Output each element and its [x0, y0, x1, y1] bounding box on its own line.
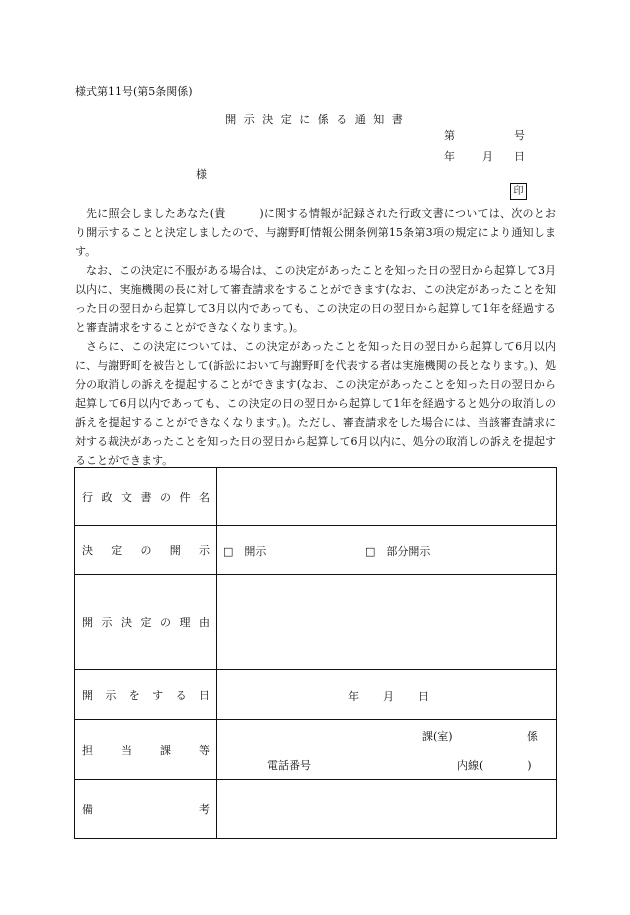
label-reason: [75, 575, 217, 670]
label-char: 示: [199, 544, 210, 557]
label-char: の: [160, 616, 171, 629]
body-paragraph-1: 先に照会しましたあなた(貴 )に関する情報が記録された行政文書については、次のとおり開示することと決定しましたので、与謝野町情報公開条例第15条第3項の規定により通知します。: [75, 207, 556, 258]
label-char: 文: [121, 490, 132, 504]
row-document-name: [75, 468, 557, 526]
field-document-name[interactable]: [217, 468, 557, 526]
label-char: 日: [198, 688, 210, 702]
label-char: の: [160, 490, 171, 504]
label-char: 理: [179, 616, 191, 629]
label-char: 由: [199, 616, 210, 629]
label-char: 決: [82, 544, 93, 557]
issue-date-day: 日: [514, 150, 525, 163]
issue-date-month: 月: [482, 150, 493, 163]
label-char: を: [128, 688, 140, 702]
label-decision: [75, 526, 217, 575]
field-section[interactable]: [217, 720, 557, 780]
label-char: 考: [199, 803, 210, 816]
label-char: 開: [82, 688, 93, 702]
division-label: 課(室): [422, 730, 453, 743]
document-number-prefix: 第: [444, 129, 455, 142]
form-number: 様式第11号(第5条関係): [75, 85, 193, 98]
field-decision: [217, 526, 557, 575]
disclosure-date-day: 日: [418, 690, 429, 703]
label-char: 課: [160, 743, 171, 757]
label-char: 示: [105, 688, 117, 702]
document-title: 開 示 決 定 に 係 る 通 知 書: [225, 113, 405, 126]
row-disclosure-date: [75, 670, 557, 720]
field-reason[interactable]: [217, 575, 557, 670]
label-char: の: [140, 544, 152, 557]
label-char: す: [152, 688, 164, 702]
label-document-name: [75, 468, 217, 526]
label-char: 定: [140, 616, 152, 629]
label-char: 政: [101, 490, 113, 504]
seal-mark: 印: [510, 183, 527, 200]
disclosure-date-month: 月: [383, 690, 394, 703]
notice-form-table: [74, 467, 557, 839]
row-section: [75, 720, 557, 780]
row-reason: [75, 575, 557, 670]
label-disclosure-date: [75, 670, 217, 720]
body-paragraph-3: さらに、この決定については、この決定があったことを知った日の翌日から起算して6月以内に、与謝野町を被告として(訴訟において与謝野町を代表する者は実施機関の長となります。)、処分の取消しの訴えを提起することができます(なお、この決定があったことを知った日の翌日から起算して6月以内であっても、この決定の日の翌日から起算して1年を経過すると処分の取消しの訴えを提起することができなくなります。)。ただし、審査請求をした場合には、当該審査請求に対する裁決があったことを知った日の翌日から起算して6月以内に、処分の取消しの訴えを提起することができます。: [75, 340, 556, 467]
label-char: 等: [199, 743, 210, 757]
label-char: 行: [82, 490, 93, 504]
label-remarks: [75, 780, 217, 839]
label-char: 定: [111, 544, 123, 557]
label-char: 名: [199, 490, 210, 504]
label-char: 備: [82, 803, 93, 816]
body-paragraph-2: なお、この決定に不服がある場合は、この決定があったことを知った日の翌日から起算して3月以内に、実施機関の長に対して審査請求をすることができます(なお、この決定があったことを知った日の翌日から起算して3月以内であっても、この決定の日の翌日から起算して1年を経過すると審査請求をすることができなくなります。)。: [75, 264, 556, 334]
document-number-suffix: 号: [514, 129, 525, 142]
addressee-suffix: 様: [196, 168, 207, 181]
partial-disclosure-checkbox[interactable]: □ 部分開示: [365, 545, 431, 558]
label-char: 担: [82, 743, 93, 757]
issue-date-year: 年: [444, 150, 455, 163]
field-disclosure-date[interactable]: [217, 670, 557, 720]
label-char: 開: [169, 544, 181, 557]
subsection-label: 係: [527, 730, 538, 743]
label-char: 当: [121, 743, 132, 757]
full-disclosure-checkbox[interactable]: □ 開示: [223, 545, 267, 558]
label-char: 示: [101, 616, 113, 629]
extension-label: 内線( ): [457, 759, 532, 772]
label-char: 書: [140, 490, 152, 504]
label-char: 開: [82, 616, 93, 629]
phone-number-label: 電話番号: [267, 759, 311, 772]
field-remarks[interactable]: [217, 780, 557, 839]
label-char: 決: [121, 616, 132, 629]
row-decision: [75, 526, 557, 575]
notice-body: [75, 204, 556, 470]
label-char: 件: [179, 490, 191, 504]
disclosure-date-year: 年: [348, 690, 359, 703]
label-char: る: [175, 688, 187, 702]
row-remarks: [75, 780, 557, 839]
label-section: [75, 720, 217, 780]
